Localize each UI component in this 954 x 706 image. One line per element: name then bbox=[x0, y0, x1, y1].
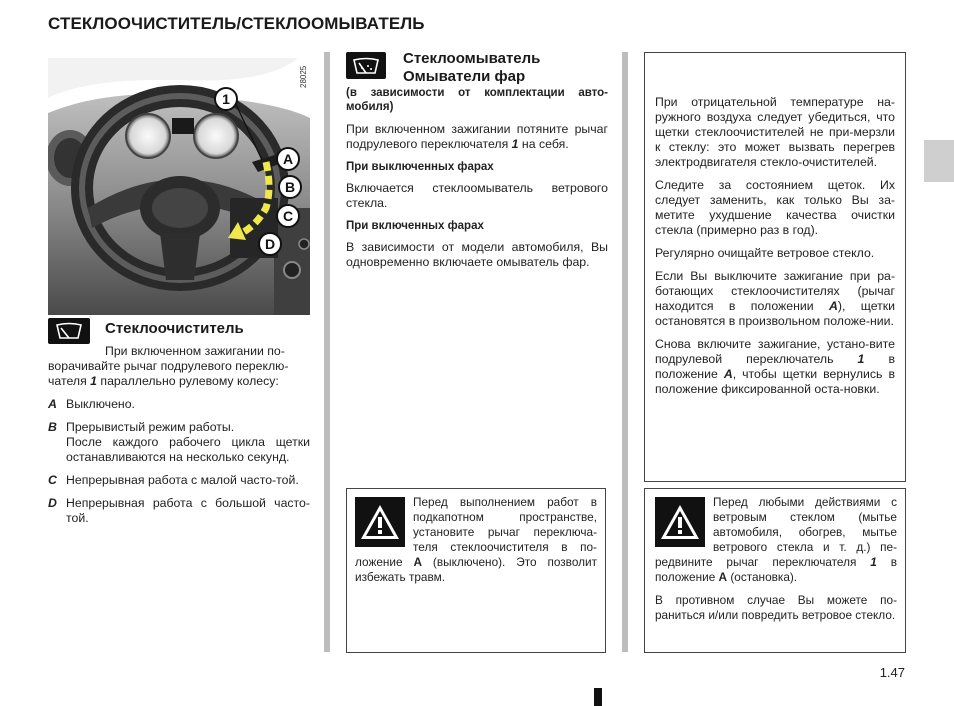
warning-windshield-mid: в положение bbox=[655, 555, 898, 584]
info-p5-post: , чтобы щетки вернулись в положение фиксированной оста-новки. bbox=[655, 367, 895, 396]
washer-intro-pre: При включенном зажигании потяните рычаг подрулевого переключателя bbox=[346, 122, 608, 151]
steering-wheel-figure bbox=[48, 58, 310, 315]
info-p2: Следите за состоянием щеток. Их следует заменить, как только Вы за-метите ухудшение качества очистки стекла (примерно раз в год). bbox=[655, 178, 895, 237]
callout-b bbox=[279, 176, 301, 198]
warning-engine-post: (выключено). Это позволит избежать травм. bbox=[355, 555, 597, 584]
callout-a-label: A bbox=[282, 151, 294, 167]
washer-intro-post: на себя. bbox=[518, 137, 569, 151]
callout-a bbox=[277, 148, 299, 170]
warning-box-windshield bbox=[644, 488, 906, 653]
callout-b-label: B bbox=[284, 179, 296, 195]
warning-windshield-num: 1 bbox=[870, 555, 877, 569]
wiper-item-text: Непрерывная работа с малой часто-той. bbox=[66, 473, 299, 487]
wiper-intro-num: 1 bbox=[90, 374, 97, 388]
info-p1: При отрицательной температуре на-ружного воздуха следует убедиться, что щетки стеклоочистителей не при-мерзли к стеклу: это может вызвать перегрев электродвигателя стекло-очистителей. bbox=[655, 95, 895, 169]
warning-engine-key: А bbox=[413, 555, 422, 569]
info-p5-mid: в положение bbox=[655, 352, 895, 381]
wiper-intro-line3-pre: чателя bbox=[48, 374, 91, 388]
info-p4-post: ), щетки остановятся в произвольном положе-нии. bbox=[655, 299, 896, 328]
callout-d bbox=[259, 233, 281, 255]
washer-on-text: В зависимости от модели автомобиля, Вы одновременно включаете омыватель фар. bbox=[346, 240, 608, 269]
wiper-item-key: B bbox=[48, 420, 57, 434]
warning-engine-pre: Перед выполнением работ в подкапотном пространстве, установите рычаг переключа-теля стеклоочистителя в по-ложение bbox=[355, 495, 597, 569]
wiper-item-text bbox=[66, 420, 310, 465]
callout-c-label: C bbox=[282, 208, 294, 224]
washer-off-text: Включается стеклоомыватель ветрового стекла. bbox=[346, 181, 608, 210]
info-p4 bbox=[655, 269, 895, 329]
wiper-item-b-line2: После каждого рабочего цикла щетки останавливаются на несколько секунд. bbox=[66, 435, 310, 464]
warning-box-engine bbox=[346, 488, 606, 653]
column-divider-right bbox=[622, 52, 628, 652]
info-p5 bbox=[655, 337, 895, 397]
warning-icon bbox=[655, 497, 705, 547]
wiper-section bbox=[48, 344, 310, 534]
wiper-intro-line1: При включенном зажигании по- bbox=[105, 344, 285, 358]
info-p4-key: A bbox=[828, 299, 838, 313]
callout-d-label: D bbox=[264, 236, 276, 252]
wiper-item-c bbox=[48, 473, 310, 488]
callout-1 bbox=[215, 88, 237, 110]
washer-intro-num: 1 bbox=[511, 137, 519, 151]
dashboard-illustration bbox=[48, 58, 310, 315]
warning-windshield-p2: В противном случае Вы можете по-раниться и/или повредить ветровое стекло. bbox=[655, 593, 897, 622]
washer-off-heading: При выключенных фарах bbox=[346, 161, 494, 173]
washer-on-heading: При включенных фарах bbox=[346, 220, 484, 232]
wiper-item-text: Непрерывная работа с большой часто-той. bbox=[66, 496, 310, 525]
wiper-item-key: A bbox=[48, 397, 57, 411]
wiper-item-key: C bbox=[48, 473, 57, 487]
warning-icon bbox=[355, 497, 405, 547]
washer-icon bbox=[346, 52, 386, 79]
wiper-intro-line3-post: параллельно рулевому колесу: bbox=[97, 374, 279, 388]
info-p5-num: 1 bbox=[857, 352, 865, 366]
wiper-item-b bbox=[48, 420, 310, 465]
wiper-intro bbox=[48, 344, 310, 389]
print-mark bbox=[594, 688, 602, 706]
wiper-item-text: Выключено. bbox=[66, 397, 135, 411]
warning-windshield-post: (остановка). bbox=[727, 570, 798, 584]
wiper-heading: Стеклоочиститель bbox=[105, 320, 244, 337]
warning-windshield-key: А bbox=[718, 570, 728, 584]
washer-intro bbox=[346, 122, 608, 152]
info-p5-key: A bbox=[723, 367, 733, 381]
washer-heading-line2: Омыватели фар bbox=[403, 68, 526, 85]
info-p4-pre: Если Вы выключите зажигание при ра-ботающих стеклоочистителях (рычаг находится в положении bbox=[655, 269, 895, 313]
info-p3: Регулярно очищайте ветровое стекло. bbox=[655, 246, 875, 260]
washer-subheading: (в зависимости от комплектации авто-мобиля) bbox=[346, 87, 608, 113]
column-divider-left bbox=[324, 52, 330, 652]
wiper-item-d bbox=[48, 496, 310, 526]
wiper-item-a bbox=[48, 397, 310, 412]
wiper-item-b-line1: Прерывистый режим работы. bbox=[66, 420, 235, 434]
wiper-icon bbox=[48, 318, 90, 344]
info-p5-pre: Снова включите зажигание, устано-вите подрулевой переключатель bbox=[655, 337, 895, 366]
callout-c bbox=[277, 205, 299, 227]
figure-code: 28025 bbox=[299, 65, 308, 88]
wiper-item-key: D bbox=[48, 496, 57, 510]
washer-heading bbox=[403, 50, 540, 86]
washer-heading-line1: Стеклоомыватель bbox=[403, 50, 541, 67]
warning-windshield-pre: Перед любыми действиями с ветровым стеклом (мытье автомобиля, обогрев, мытье ветрового стекла и т. д.) пе-редвините рычаг переключателя bbox=[655, 495, 897, 569]
washer-section bbox=[346, 86, 608, 278]
page-title: СТЕКЛООЧИСТИТЕЛЬ/СТЕКЛООМЫВАТЕЛЬ bbox=[48, 14, 425, 33]
wiper-intro-line2: ворачивайте рычаг подрулевого переклю- bbox=[48, 359, 289, 373]
page-number: 1.47 bbox=[879, 665, 905, 680]
callout-1-label: 1 bbox=[222, 91, 230, 107]
section-tab bbox=[924, 140, 954, 182]
info-box-frost bbox=[644, 52, 906, 482]
